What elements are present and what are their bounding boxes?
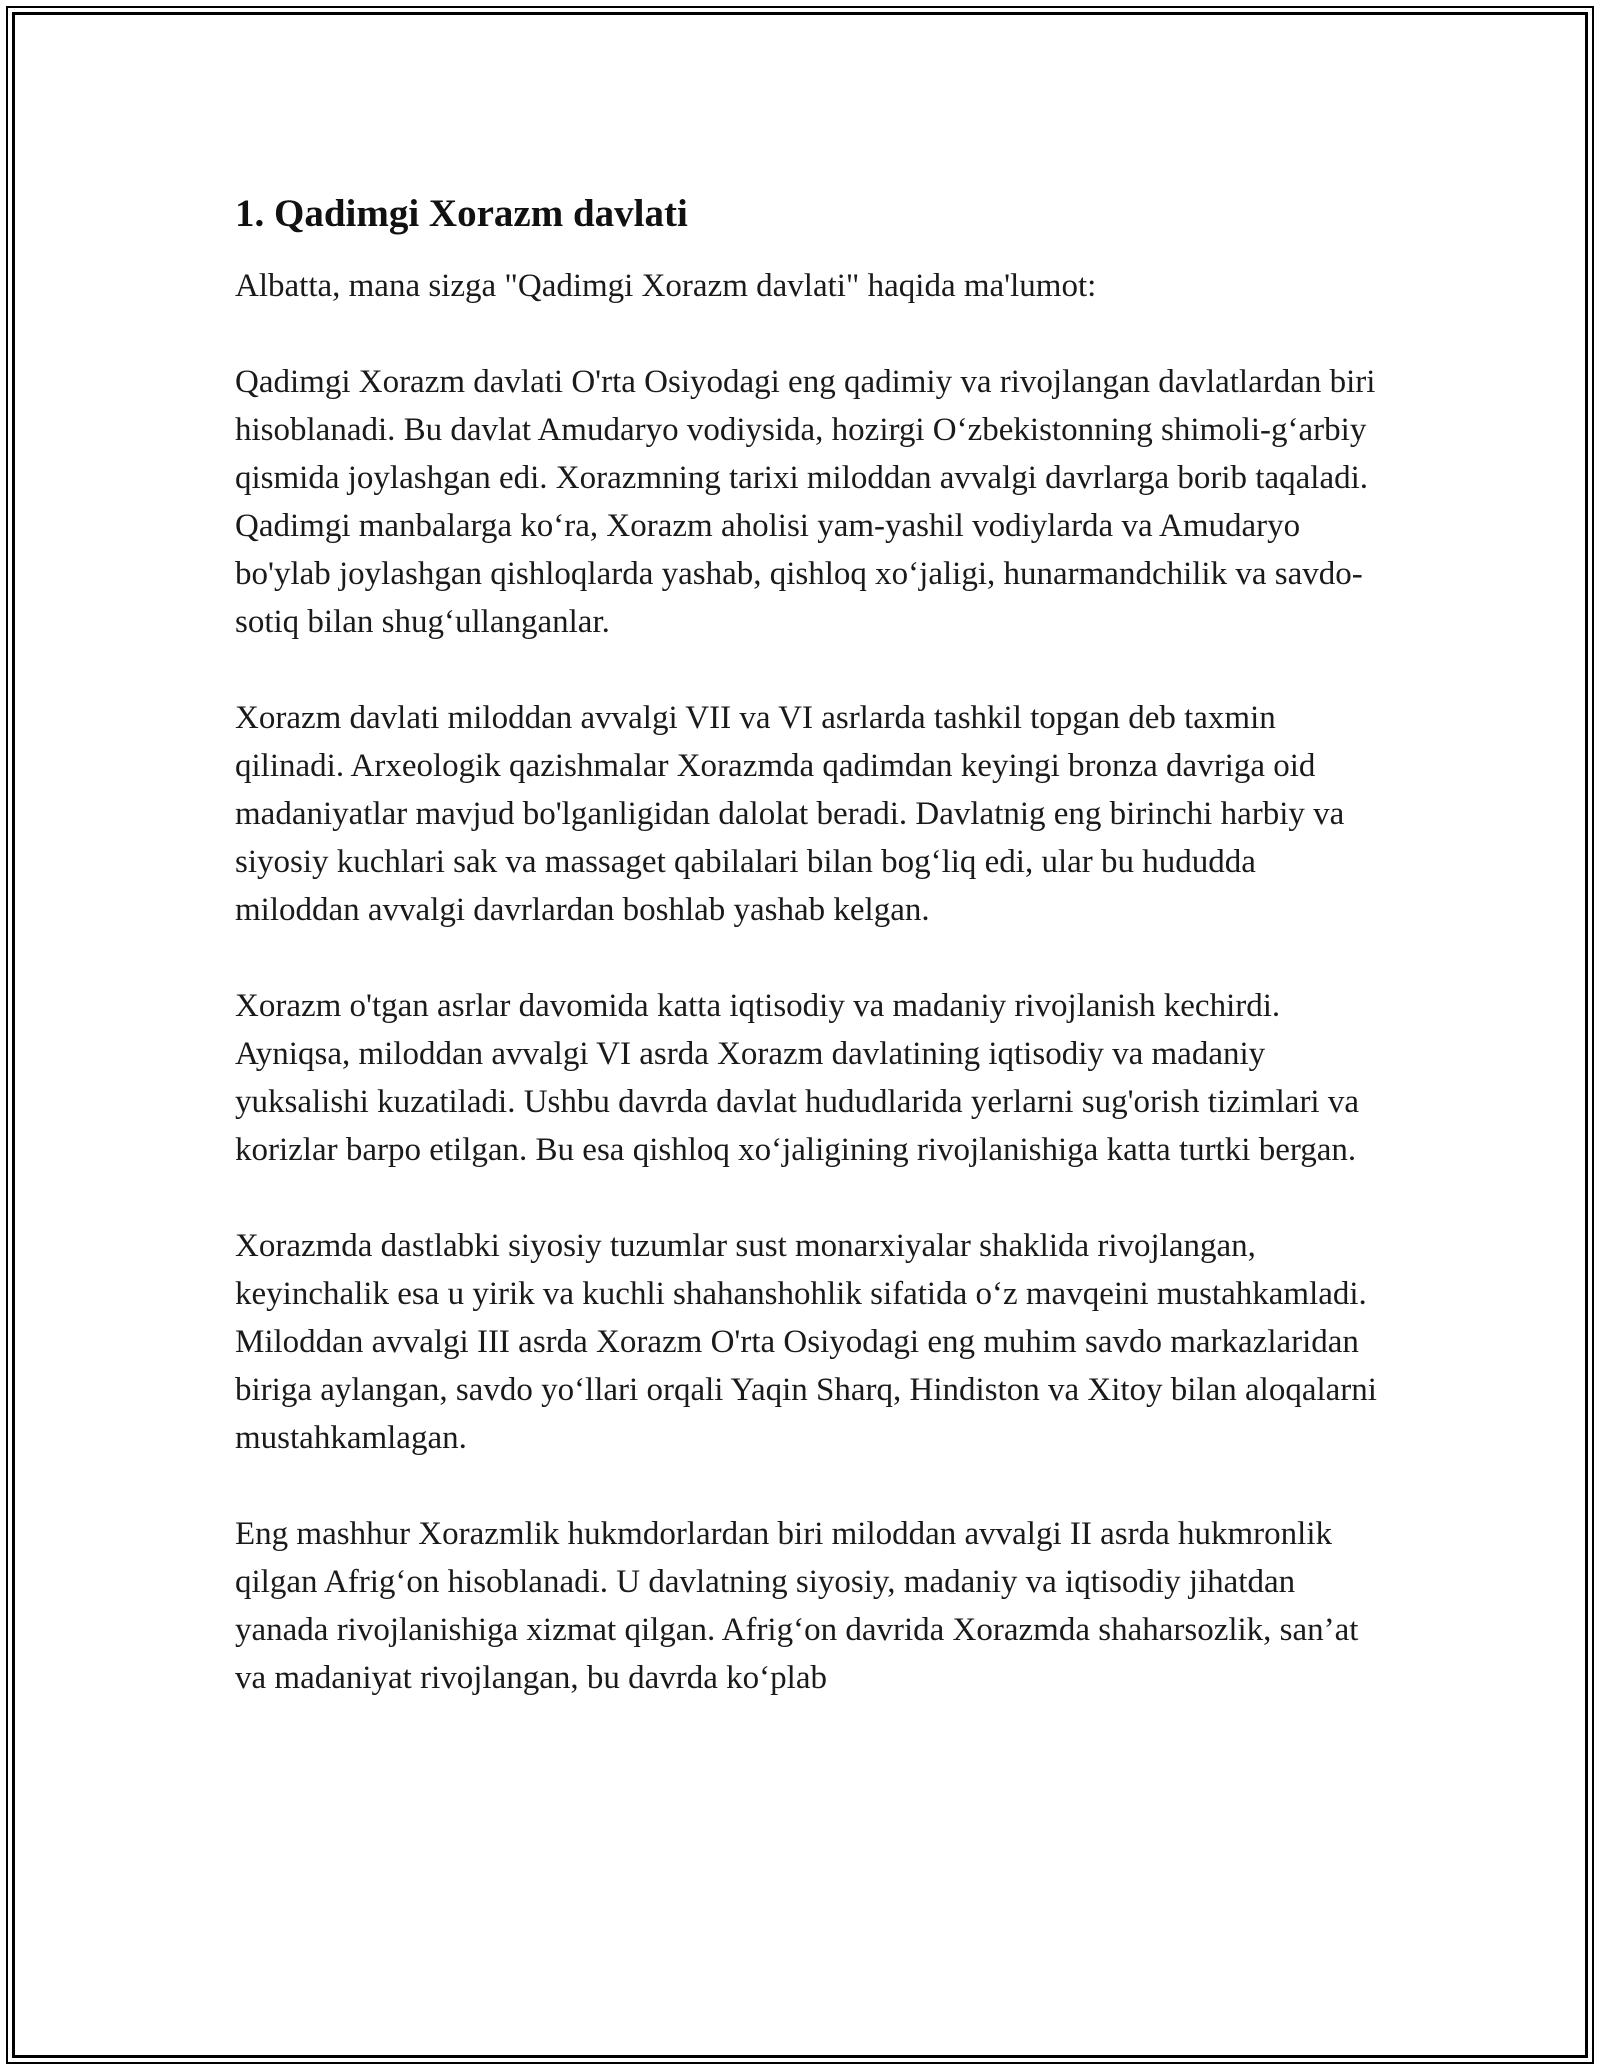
paragraph-4: Xorazmda dastlabki siyosiy tuzumlar sust monarxiyalar shaklida rivojlangan, keyinchalik esa u yirik va kuchli shahanshohlik sifatida o‘z mavqeini mustahkamladi. Miloddan avvalgi III asrda Xorazm O'rta Osiyodagi eng muhim savdo markazlaridan biriga aylangan, savdo yo‘llari orqali Yaqin Sharq, Hindiston va Xitoy bilan aloqalarni mustahkamlagan.: [235, 1228, 1377, 1456]
paragraph-2: Xorazm davlati miloddan avvalgi VII va VI asrlarda tashkil topgan deb taxmin qilinadi. Arxeologik qazishmalar Xorazmda qadimdan keyingi bronza davriga oid madaniyatlar mavjud bo'lganligidan dalolat beradi. Davlatnig eng birinchi harbiy va siyosiy kuchlari sak va massaget qabilalari bilan bog‘liq edi, ular bu hududda miloddan avvalgi davrlardan boshlab yashab kelgan.: [235, 700, 1345, 928]
document-title: 1. Qadimgi Xorazm davlati: [235, 192, 688, 235]
document-body: [235, 190, 1385, 1702]
paragraph-3: Xorazm o'tgan asrlar davomida katta iqtisodiy va madaniy rivojlanish kechirdi. Ayniqsa, miloddan avvalgi VI asrda Xorazm davlatining iqtisodiy va madaniy yuksalishi kuzatiladi. Ushbu davrda davlat hududlarida yerlarni sug'orish tizimlari va korizlar barpo etilgan. Bu esa qishloq xo‘jaligining rivojlanishiga katta turtki bergan.: [235, 988, 1359, 1168]
intro-paragraph: Albatta, mana sizga "Qadimgi Xorazm davlati" haqida ma'lumot:: [235, 268, 1097, 304]
paragraph-5: Eng mashhur Xorazmlik hukmdorlardan biri miloddan avvalgi II asrda hukmronlik qilgan Afrig‘on hisoblanadi. U davlatning siyosiy, madaniy va iqtisodiy jihatdan yanada rivojlanishiga xizmat qilgan. Afrig‘on davrida Xorazmda shaharsozlik, san’at va madaniyat rivojlangan, bu davrda ko‘plab: [235, 1516, 1359, 1696]
paragraph-1: Qadimgi Xorazm davlati O'rta Osiyodagi eng qadimiy va rivojlangan davlatlardan biri hisoblanadi. Bu davlat Amudaryo vodiysida, hozirgi O‘zbekistonning shimoli-g‘arbiy qismida joylashgan edi. Xorazmning tarixi miloddan avvalgi davrlarga borib taqaladi. Qadimgi manbalarga ko‘ra, Xorazm aholisi yam-yashil vodiylarda va Amudaryo bo'ylab joylashgan qishloqlarda yashab, qishloq xo‘jaligi, hunarmandchilik va savdo-sotiq bilan shug‘ullanganlar.: [235, 364, 1376, 640]
